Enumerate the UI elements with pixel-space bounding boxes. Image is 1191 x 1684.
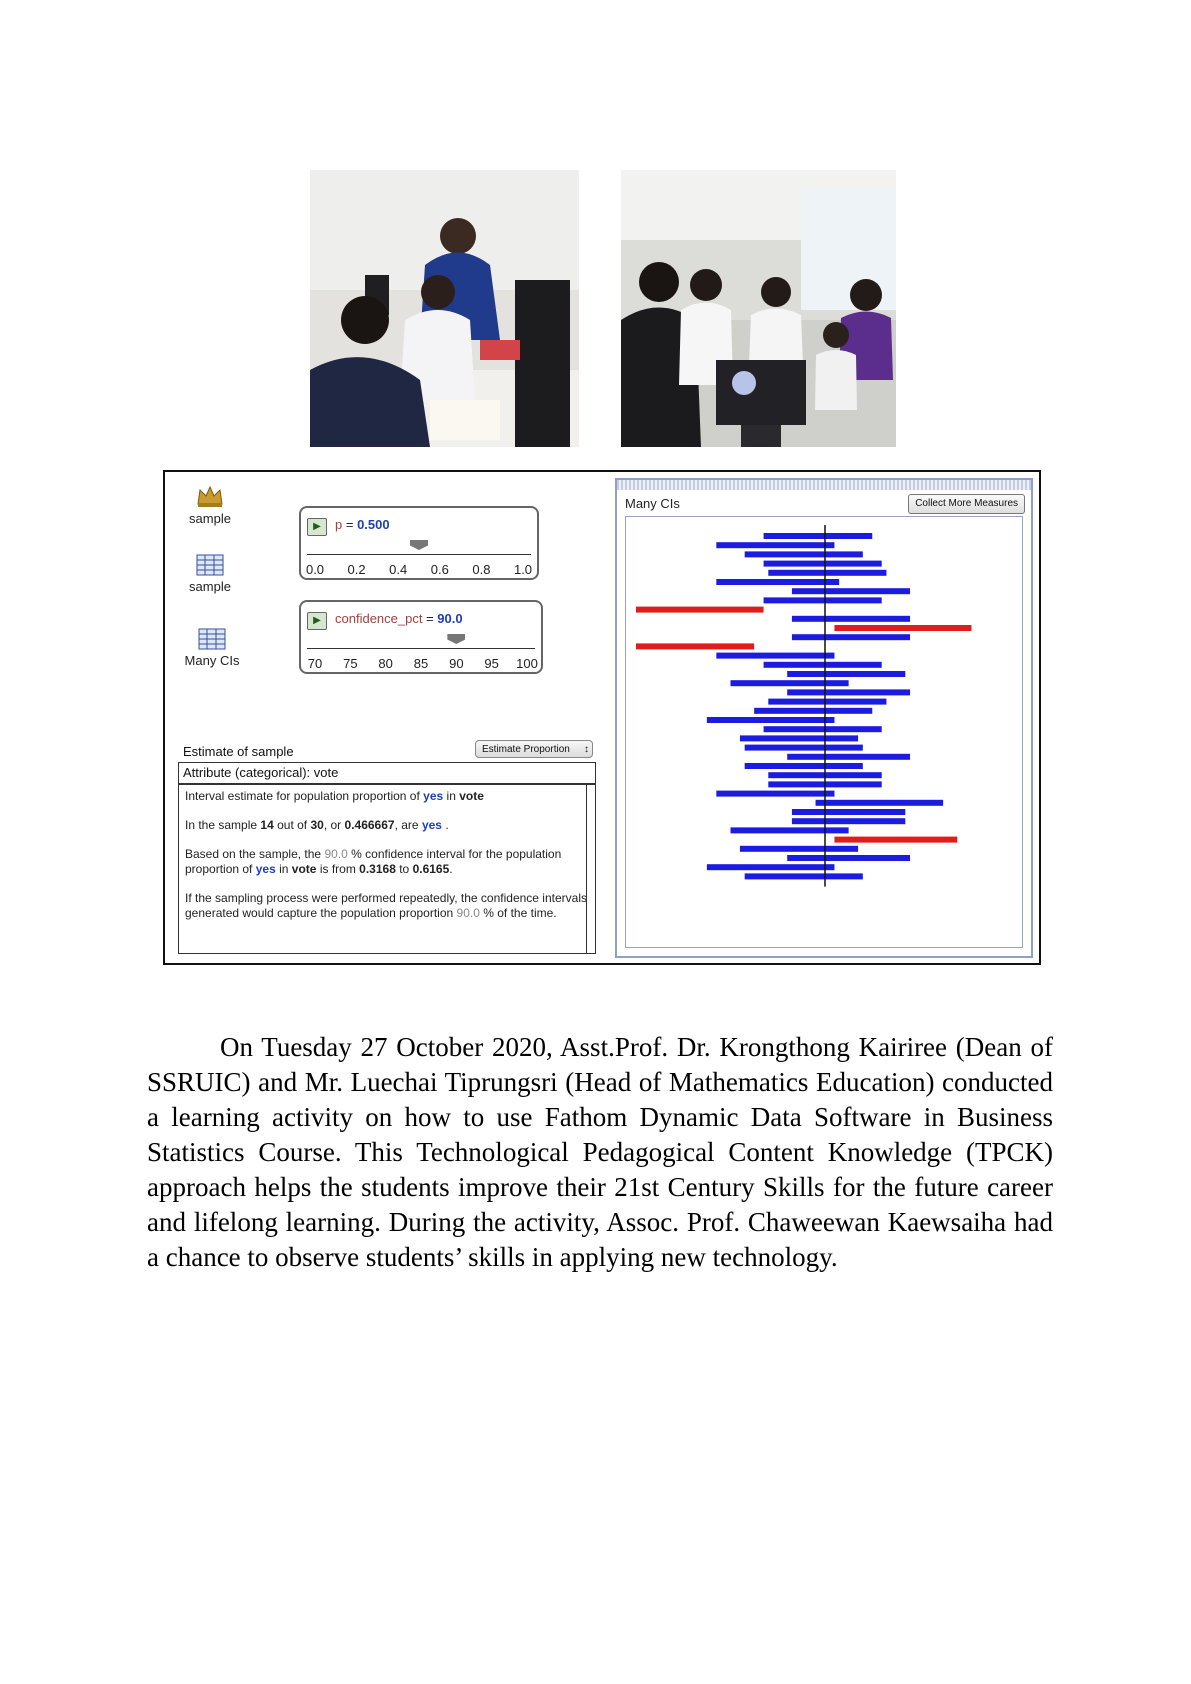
estimate-type-dropdown[interactable]: Estimate Proportion ↕ <box>475 740 593 758</box>
confidence-value: 90.0 <box>456 906 480 920</box>
upper-bound: 0.6165 <box>412 862 450 876</box>
ci-bar <box>745 551 863 557</box>
slider-p[interactable] <box>299 506 539 580</box>
slider-tick-label: 0.4 <box>389 562 408 577</box>
slider-variable-name: confidence_pct <box>335 611 423 626</box>
proportion-value: 0.466667 <box>344 818 395 832</box>
slider-axis <box>307 554 531 555</box>
ci-bar <box>764 561 882 567</box>
confidence-value: 90.0 <box>324 847 348 861</box>
ci-bar <box>731 827 849 833</box>
collect-more-measures-button[interactable]: Collect More Measures <box>908 494 1025 514</box>
table-many-cis[interactable] <box>177 628 247 668</box>
ci-bar <box>792 818 905 824</box>
ci-bar <box>745 873 863 879</box>
text: . <box>445 818 449 832</box>
estimate-line-1 <box>185 789 589 804</box>
slider-value: 0.500 <box>357 517 390 532</box>
play-icon[interactable]: ▶ <box>307 612 327 630</box>
count-value: 14 <box>260 818 274 832</box>
estimate-scrollbar[interactable] <box>586 785 595 953</box>
text: to <box>399 862 410 876</box>
text: , are <box>394 818 419 832</box>
ci-bar <box>792 588 910 594</box>
text: % of the time. <box>483 906 557 920</box>
lower-bound: 0.3168 <box>359 862 396 876</box>
play-icon[interactable]: ▶ <box>307 518 327 536</box>
slider-value: 90.0 <box>437 611 463 626</box>
table-sample[interactable] <box>175 554 245 594</box>
ci-bar <box>816 800 944 806</box>
text: Interval estimate for population proportion of <box>185 789 420 803</box>
body-paragraph: On Tuesday 27 October 2020, Asst.Prof. Dr. Krongthong Kairiree (Dean of SSRUIC) and Mr. Luechai Tiprungsri (Head of Mathematics Education) conducted a learning activity on how to use Fathom Dynamic Data Software in Business Statistics Course. This Technological Pedagogical Content Knowledge (TPCK) approach helps the students improve their 21st Century Skills for the future career and lifelong learning. During the activity, Assoc. Prof. Chaweewan Kaewsaiha had a chance to observe students’ skills in applying new technology. <box>147 1032 1053 1272</box>
crown-icon <box>196 484 224 508</box>
ci-bar <box>745 745 863 751</box>
ci-bar <box>764 533 873 539</box>
text: In the sample <box>185 818 258 832</box>
collection-label: sample <box>189 511 231 526</box>
estimate-attribute[interactable]: Attribute (categorical): vote <box>179 763 595 785</box>
text: is from <box>319 862 356 876</box>
text: , or <box>323 818 342 832</box>
ci-bar <box>716 542 834 548</box>
slider-thumb[interactable] <box>410 540 428 550</box>
slider-tick-label: 1.0 <box>513 562 533 577</box>
ci-bar <box>716 653 834 659</box>
ci-bar <box>716 579 839 585</box>
slider-tick-label: 90 <box>449 656 464 671</box>
photo-group-at-computer <box>621 170 896 447</box>
text: If the sampling process were performed repeatedly, the confidence intervals generated would capture the population proportion <box>185 891 587 920</box>
slider-axis <box>307 648 535 649</box>
total-value: 30 <box>310 818 324 832</box>
table-label: Many CIs <box>184 653 240 668</box>
category-value: yes <box>255 862 276 876</box>
table-icon <box>198 628 226 650</box>
ci-bar <box>731 680 849 686</box>
ci-bar-miss <box>834 837 957 843</box>
table-label: sample <box>189 579 231 594</box>
plot-area <box>625 516 1023 948</box>
ci-bar <box>740 846 858 852</box>
many-cis-graph <box>615 478 1033 958</box>
category-value: yes <box>423 789 444 803</box>
ci-bar-miss <box>636 607 764 613</box>
text: . <box>449 862 453 876</box>
estimate-line-4 <box>185 891 589 921</box>
collection-sample[interactable] <box>175 484 245 526</box>
fathom-screenshot <box>163 470 1041 965</box>
slider-tick-label: 75 <box>343 656 358 671</box>
ci-bar <box>740 735 858 741</box>
text: in <box>279 862 289 876</box>
ci-bar <box>787 754 910 760</box>
slider-thumb[interactable] <box>447 634 465 644</box>
slider-tick-label: 0.8 <box>472 562 491 577</box>
estimate-line-2 <box>185 818 589 833</box>
text: Based on the sample, the <box>185 847 322 861</box>
ci-bar <box>768 699 886 705</box>
table-icon <box>196 554 224 576</box>
ci-bar <box>764 726 882 732</box>
slider-tick-label: 0.6 <box>430 562 449 577</box>
ci-bar-miss <box>834 625 971 631</box>
ci-bar <box>716 791 834 797</box>
slider-tick-label: 95 <box>484 656 499 671</box>
slider-tick-label: 0.2 <box>347 562 366 577</box>
slider-variable-name: p <box>335 517 343 532</box>
slider-tick-label: 100 <box>516 656 538 671</box>
ci-bar <box>764 597 882 603</box>
ci-bar <box>745 763 863 769</box>
ci-bar <box>792 616 910 622</box>
slider-tick-label: 0.0 <box>305 562 325 577</box>
ci-bar <box>707 864 835 870</box>
text: out of <box>277 818 308 832</box>
ci-bar <box>792 634 910 640</box>
ci-bar <box>792 809 905 815</box>
graph-titlebar[interactable] <box>617 480 1031 490</box>
equals-sign: = <box>345 517 354 532</box>
estimate-title: Estimate of sample <box>183 744 294 759</box>
attribute-name: vote <box>459 789 484 803</box>
ci-chart <box>626 517 1024 949</box>
equals-sign: = <box>426 611 434 626</box>
graph-title: Many CIs <box>625 496 680 511</box>
ci-bar-miss <box>636 643 754 649</box>
ci-bar <box>787 671 905 677</box>
slider-confidence-pct[interactable] <box>299 600 543 674</box>
photo-students-at-computer <box>310 170 579 447</box>
ci-bar <box>764 662 882 668</box>
text: % confidence interval for the population proportion of <box>185 847 562 876</box>
ci-bar <box>707 717 835 723</box>
estimate-panel <box>178 762 596 954</box>
slider-tick-label: 70 <box>307 656 323 671</box>
slider-tick-label: 80 <box>378 656 393 671</box>
slider-tick-label: 85 <box>413 656 429 671</box>
ci-bar <box>787 689 910 695</box>
ci-bar <box>754 708 872 714</box>
text: in <box>446 789 456 803</box>
attribute-name: vote <box>291 862 317 876</box>
estimate-line-3 <box>185 847 589 877</box>
estimate-body <box>179 785 595 939</box>
ci-bar <box>787 855 910 861</box>
ci-bar <box>768 570 886 576</box>
category-value: yes <box>421 818 442 832</box>
